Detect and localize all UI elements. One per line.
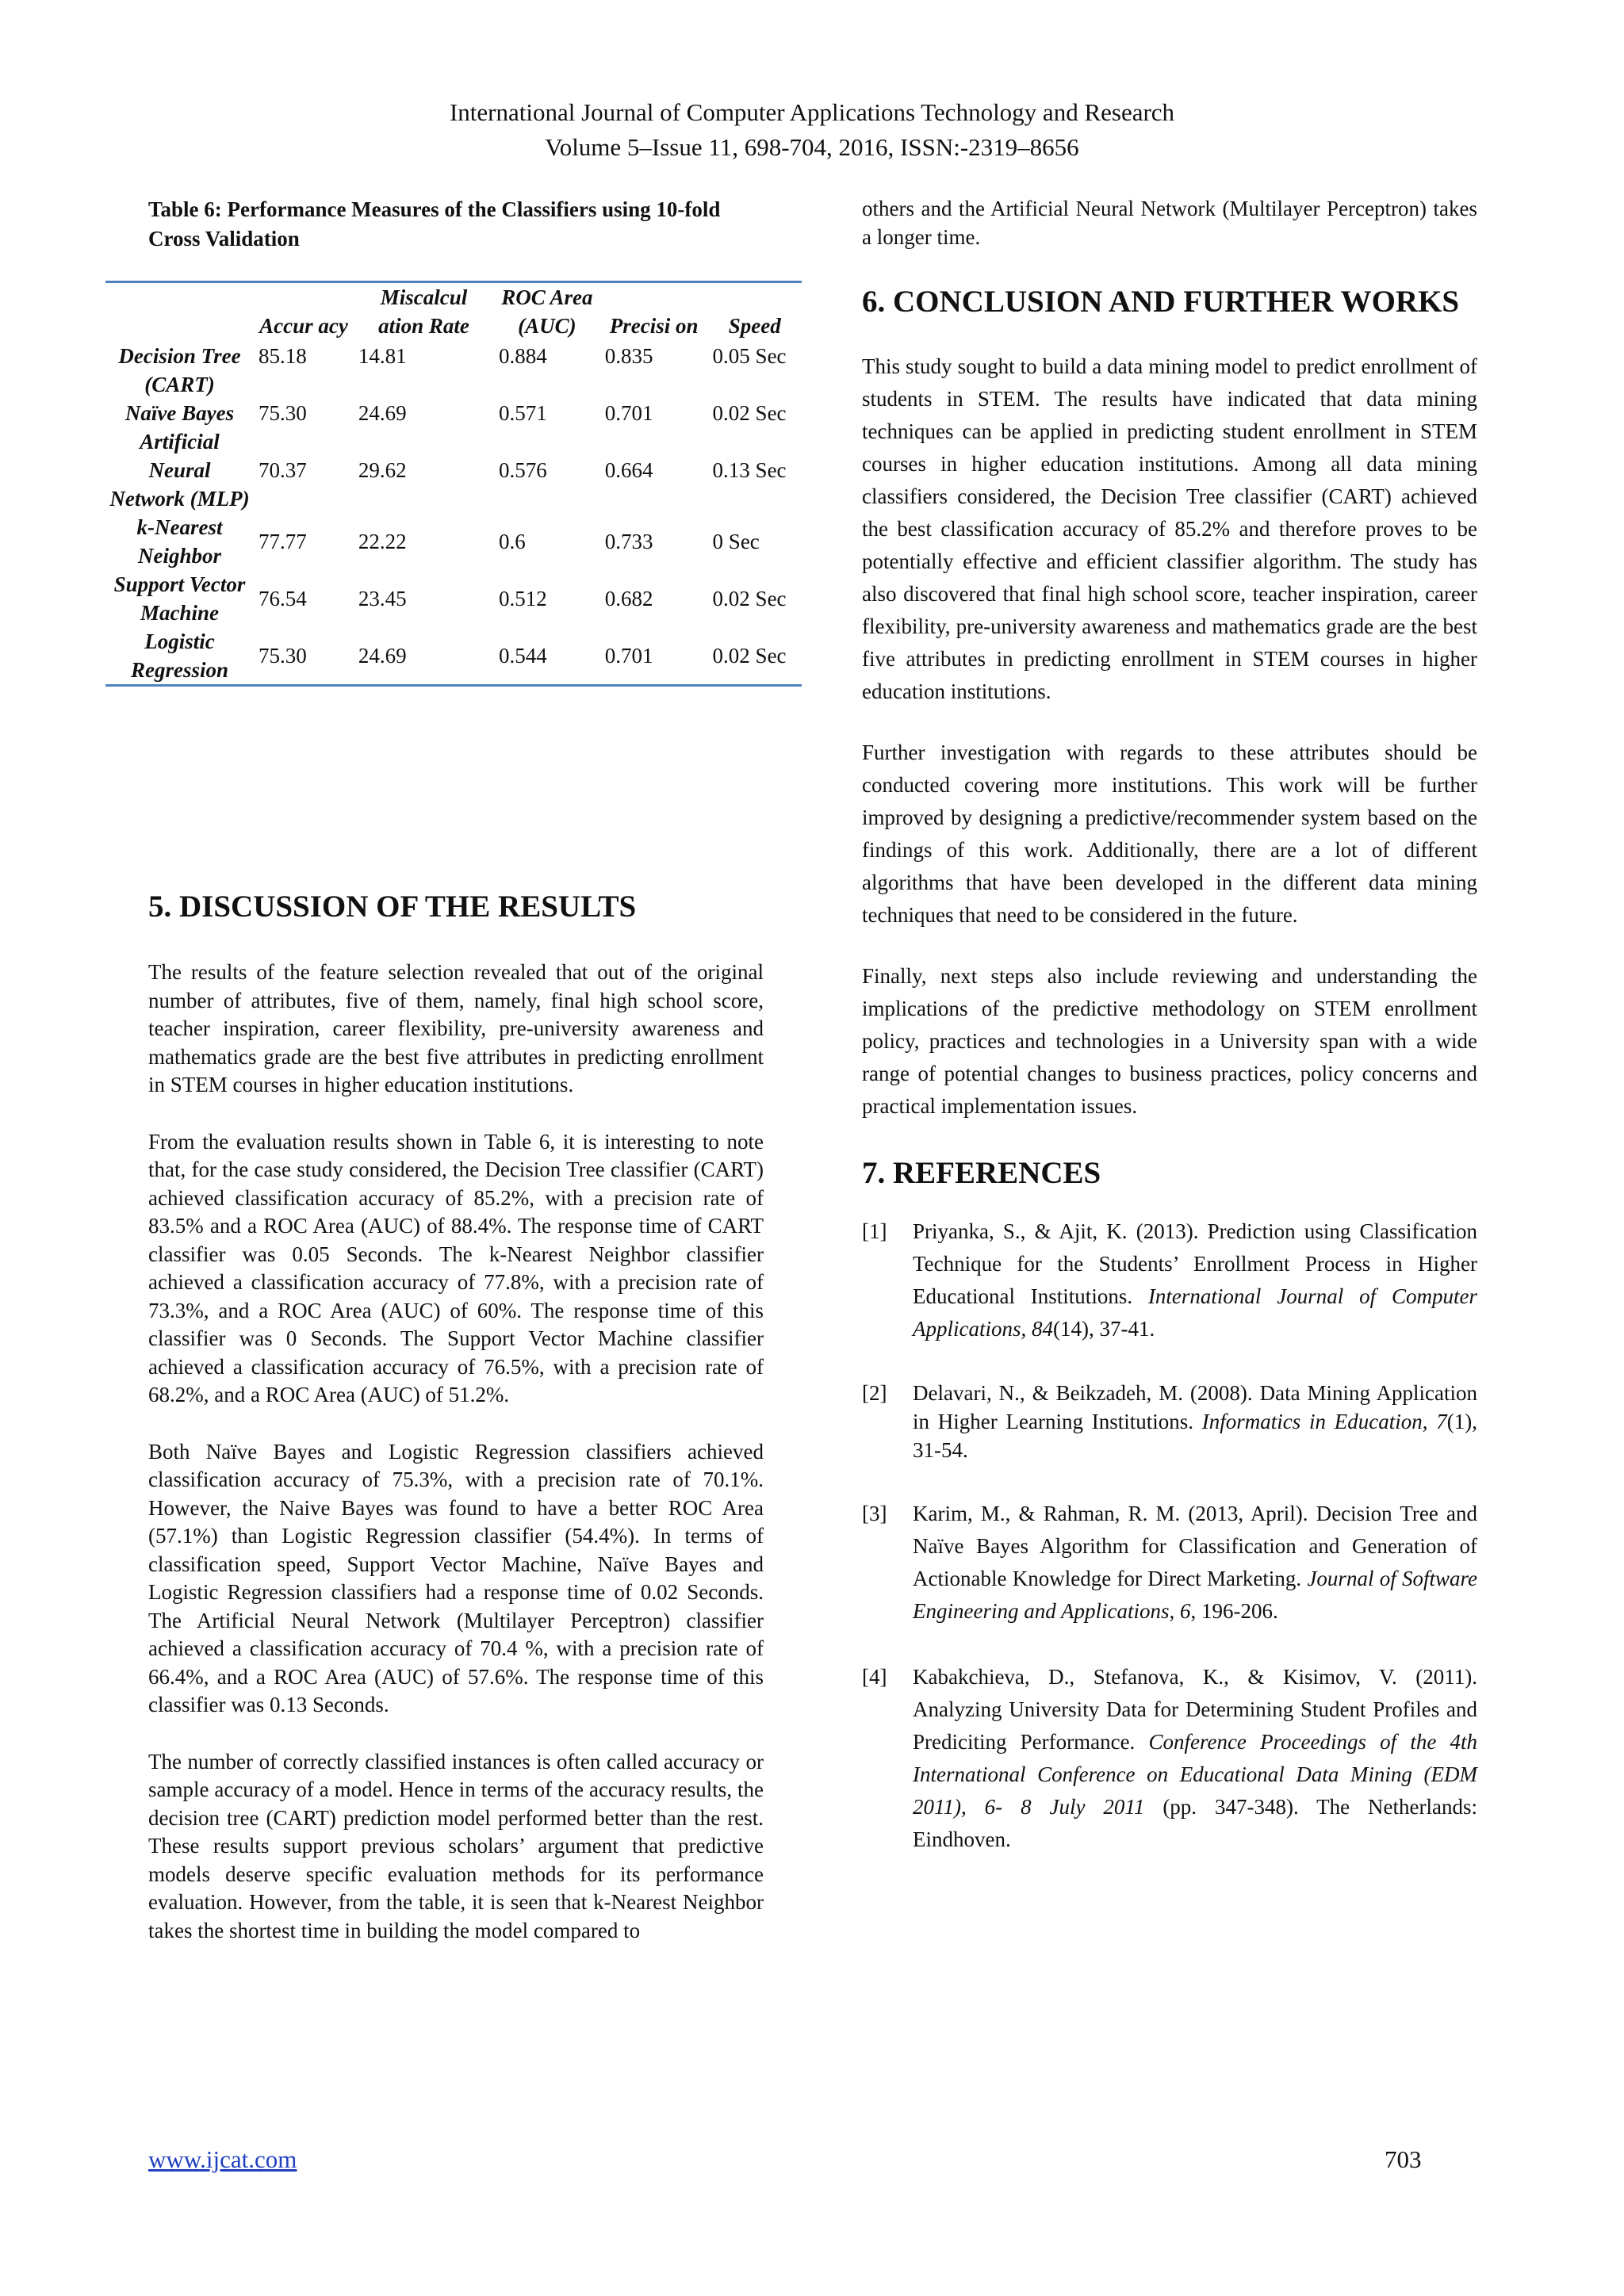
header-cell: Speed bbox=[728, 314, 781, 338]
precision-cell: 0.733 bbox=[604, 530, 653, 553]
miscalculation-cell: 23.45 bbox=[358, 587, 407, 610]
roc-cell: 0.884 bbox=[499, 344, 547, 368]
paragraph: This study sought to build a data mining model to predict enrollment of students in STEM. The results have indicated that data mining techniques can be applied in predicting student enrollment in STEM courses in higher education institutions. Among all data mining classifiers considered, the Decision Tree classifier (CART) achieved the best classification accuracy of 85.2% and therefore proves to be potentially effective and efficient classifier algorithm. The study has also discovered that final high school score, teacher inspiration, career flexibility, pre-university awareness and mathematics grade are the best five attributes in predicting enrollment in STEM courses in higher education institutions. bbox=[862, 354, 1477, 703]
accuracy-cell: 76.54 bbox=[259, 587, 307, 610]
header-cell: Miscalcul ation Rate bbox=[378, 285, 469, 338]
precision-cell: 0.701 bbox=[604, 644, 653, 668]
volume-line: Volume 5–Issue 11, 698-704, 2016, ISSN:-2319–8656 bbox=[545, 133, 1079, 161]
table-row bbox=[105, 627, 802, 686]
paragraph: others and the Artificial Neural Network (Multilayer Perceptron) takes a longer time. bbox=[862, 197, 1477, 249]
speed-cell: 0.02 Sec bbox=[712, 644, 787, 668]
journal-title: International Journal of Computer Applications Technology and Research bbox=[449, 98, 1175, 126]
miscalculation-cell: 29.62 bbox=[358, 458, 407, 482]
table-row bbox=[105, 570, 802, 627]
reference-text: Kabakchieva, D., Stefanova, K., & Kisimov, V. (2011). Analyzing University Data for Determining Student Profiles and Prediciting Performance. Conference Proceedings of the 4th International Conference on Educational Data Mining (EDM 2011), 6- 8 July 2011 (pp. 347-348). The Netherlands: Eindhoven. bbox=[913, 1665, 1477, 1851]
roc-cell: 0.6 bbox=[499, 530, 526, 553]
reference-item bbox=[862, 1661, 1477, 1856]
reference-item bbox=[862, 1379, 1477, 1464]
row-label: Decision Tree (CART) bbox=[118, 344, 241, 396]
miscalculation-cell: 24.69 bbox=[358, 401, 407, 425]
section-heading: 5. DISCUSSION OF THE RESULTS bbox=[148, 890, 637, 924]
section-heading: 6. CONCLUSION AND FURTHER WORKS bbox=[862, 285, 1460, 319]
precision-cell: 0.682 bbox=[604, 587, 653, 610]
reference-item bbox=[862, 1215, 1477, 1345]
right-column bbox=[862, 195, 1477, 1889]
row-label: k-Nearest Neighbor bbox=[136, 515, 223, 568]
reference-number: [1] bbox=[862, 1219, 887, 1243]
precision-cell: 0.701 bbox=[604, 401, 653, 425]
paragraph: Both Naïve Bayes and Logistic Regression classifiers achieved classification accuracy of 75.3%, with a precision rate of 70.1%. However, the Naive Bayes was found to have a better ROC Area (57.1%) than Logistic Regression classifier (54.4%). In terms of classification speed, Support Vector Machine, Naïve Bayes and Logistic Regression classifiers had a response time of 0.02 Seconds. The Artificial Neural Network (Multilayer Perceptron) classifier achieved a classification accuracy of 70.4 %, with a precision rate of 66.4%, and a ROC Area (AUC) of 57.6%. The response time of this classifier was 0.13 Seconds. bbox=[148, 1439, 764, 1716]
performance-table bbox=[105, 281, 802, 687]
paragraph: The number of correctly classified instances is often called accuracy or sample accuracy of a model. Hence in terms of the accuracy results, the decision tree (CART) prediction model performed better than the rest. These results support previous scholars’ argument that predictive models deserve specific evaluation methods for its performance evaluation. However, from the table, it is seen that k-Nearest Neighbor takes the shortest time in building the model compared to bbox=[148, 1749, 764, 1942]
reference-text: Priyanka, S., & Ajit, K. (2013). Prediction using Classification Technique for the Students’ Enrollment Process in Higher Educational Institutions. International Journal of Computer Applications, 84(14), 37-41. bbox=[913, 1219, 1477, 1341]
roc-cell: 0.544 bbox=[499, 644, 547, 668]
roc-cell: 0.512 bbox=[499, 587, 547, 610]
accuracy-cell: 77.77 bbox=[259, 530, 307, 553]
page-number: 703 bbox=[1385, 2145, 1422, 2173]
row-label: Naïve Bayes bbox=[124, 401, 235, 425]
paragraph: From the evaluation results shown in Table 6, it is interesting to note that, for the case study considered, the Decision Tree classifier (CART) achieved classification accuracy of 85.2%, with a precision rate of 83.5% and a ROC Area (AUC) of 88.4%. The response time of CART classifier was 0.05 Seconds. The k-Nearest Neighbor classifier achieved a classification accuracy of 77.8%, with a precision rate of 73.3%, and a ROC Area (AUC) of 60%. The response time of this classifier was 0 Seconds. The Support Vector Machine classifier achieved a classification accuracy of 76.5%, with a precision rate of 68.2%, and a ROC Area (AUC) of 51.2%. bbox=[148, 1129, 764, 1406]
table-caption: Table 6: Performance Measures of the Classifiers using 10-fold Cross Validation bbox=[148, 197, 721, 251]
table-header-row bbox=[105, 282, 802, 342]
reference-text: Delavari, N., & Beikzadeh, M. (2008). Data Mining Application in Higher Learning Institutions. Informatics in Education, 7(1), 31-54. bbox=[913, 1381, 1477, 1462]
miscalculation-cell: 14.81 bbox=[358, 344, 407, 368]
reference-text: Karim, M., & Rahman, R. M. (2013, April). Decision Tree and Naïve Bayes Algorithm for Classification and Generation of Actionable Knowledge for Direct Marketing. Journal of Software Engineering and Applications, 6, 196-206. bbox=[913, 1502, 1477, 1623]
accuracy-cell: 70.37 bbox=[259, 458, 307, 482]
miscalculation-cell: 24.69 bbox=[358, 644, 407, 668]
speed-cell: 0.13 Sec bbox=[712, 458, 787, 482]
table-row bbox=[105, 399, 802, 427]
table-caption-block bbox=[148, 195, 764, 254]
row-label: Logistic Regression bbox=[131, 629, 229, 682]
speed-cell: 0.02 Sec bbox=[712, 401, 787, 425]
paragraph: Further investigation with regards to these attributes should be conducted covering more institutions. This work will be further improved by designing a predictive/recommender system based on the findings of this work. Additionally, there are a lot of different algorithms that have been developed in the different data mining techniques that need to be considered in the future. bbox=[862, 740, 1477, 927]
miscalculation-cell: 22.22 bbox=[358, 530, 407, 553]
section-heading: 7. REFERENCES bbox=[862, 1156, 1101, 1190]
accuracy-cell: 75.30 bbox=[259, 644, 307, 668]
speed-cell: 0.02 Sec bbox=[712, 587, 787, 610]
speed-cell: 0.05 Sec bbox=[712, 344, 787, 368]
header-cell: ROC Area (AUC) bbox=[501, 285, 593, 338]
footer-link-wrap bbox=[148, 2145, 297, 2174]
reference-item bbox=[862, 1498, 1477, 1628]
accuracy-cell: 85.18 bbox=[259, 344, 307, 368]
reference-number: [2] bbox=[862, 1381, 887, 1405]
table-row bbox=[105, 427, 802, 513]
website-link[interactable]: www.ijcat.com bbox=[148, 2145, 297, 2173]
header-cell: Accur acy bbox=[259, 314, 348, 338]
roc-cell: 0.571 bbox=[499, 401, 547, 425]
row-label: Support Vector Machine bbox=[113, 572, 246, 625]
reference-number: [4] bbox=[862, 1665, 887, 1689]
header-cell: Precisi on bbox=[609, 314, 699, 338]
header-cell bbox=[105, 282, 254, 342]
table-row bbox=[105, 342, 802, 399]
precision-cell: 0.835 bbox=[604, 344, 653, 368]
discussion-section bbox=[148, 888, 764, 1945]
paragraph: Finally, next steps also include reviewing and understanding the implications of the predictive methodology on STEM enrollment policy, practices and technologies in a University span with a wide range of potential changes to business practices, policy concerns and practical implementation issues. bbox=[862, 964, 1477, 1118]
accuracy-cell: 75.30 bbox=[259, 401, 307, 425]
paragraph: The results of the feature selection revealed that out of the original number of attributes, five of them, namely, final high school score, teacher inspiration, career flexibility, pre-university awareness and mathematics grade are the best five attributes in predicting enrollment in STEM courses in higher education institutions. bbox=[148, 960, 764, 1096]
roc-cell: 0.576 bbox=[499, 458, 547, 482]
table-row bbox=[105, 513, 802, 570]
reference-number: [3] bbox=[862, 1502, 887, 1525]
precision-cell: 0.664 bbox=[604, 458, 653, 482]
row-label: Artificial Neural Network (MLP) bbox=[109, 430, 250, 511]
speed-cell: 0 Sec bbox=[712, 530, 760, 553]
